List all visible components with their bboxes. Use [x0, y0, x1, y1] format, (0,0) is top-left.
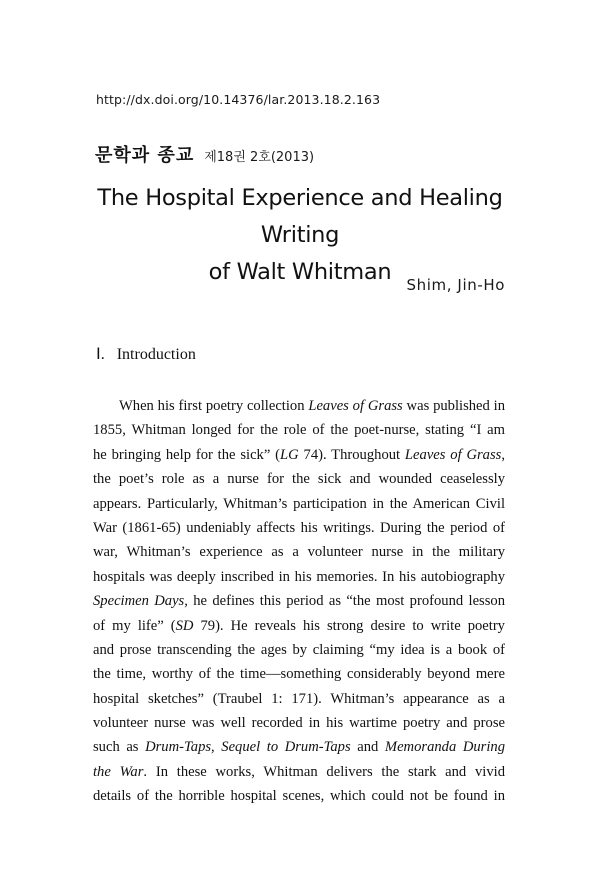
italic-text: Leaves of Grass	[404, 446, 502, 463]
text-run: 1855, Whitman longed for the role of the poet-nurse, stating “I am	[93, 422, 505, 439]
text-run: volunteer nurse was well recorded in his wartime poetry and prose	[93, 715, 505, 732]
paragraph-line	[93, 540, 505, 564]
article-title	[70, 180, 530, 291]
text-run: and prose transcending the ages by claiming “my idea is a book of	[93, 641, 505, 658]
text-run: , he defines this period as “the most profound lesson	[184, 593, 505, 610]
paragraph-line	[93, 784, 505, 808]
paragraph-line	[93, 662, 505, 686]
italic-text: Specimen Days	[93, 593, 185, 610]
text-run: . In these works, Whitman delivers the stark and vivid	[143, 763, 505, 780]
paragraph-line	[93, 565, 505, 589]
text-run: details of the horrible hospital scenes, which could not be found in	[93, 788, 505, 805]
paragraph-line	[93, 760, 505, 784]
paragraph-line	[93, 467, 505, 491]
italic-text: Memoranda During	[384, 739, 505, 756]
journal-name: 문학과 종교	[95, 145, 195, 166]
text-run: ,	[211, 739, 222, 756]
journal-issue: 제18권 2호(2013)	[204, 150, 315, 165]
paragraph-line	[93, 687, 505, 711]
section-title: Introduction	[116, 346, 196, 363]
journal-header	[95, 141, 314, 167]
paragraph-line	[93, 394, 505, 418]
text-run: hospitals was deeply inscribed in his memories. In his autobiography	[93, 568, 505, 585]
paragraph-line	[93, 443, 505, 467]
paragraph-line	[93, 735, 505, 759]
text-run: the time, worthy of the time—something considerably beyond mere	[93, 666, 505, 683]
text-run: hospital sketches” (Traubel 1: 171). Whitman’s appearance as a	[93, 690, 505, 707]
section-number: Ⅰ.	[96, 346, 105, 363]
text-run: When his first poetry collection	[119, 398, 309, 414]
text-run: such as	[93, 739, 146, 756]
doi-link[interactable]: http://dx.doi.org/10.14376/lar.2013.18.2.163	[96, 92, 381, 107]
text-run: the poet’s role as a nurse for the sick and wounded ceaselessly	[93, 471, 505, 488]
italic-text: SD	[175, 617, 194, 634]
body-paragraph	[93, 394, 505, 809]
paragraph-line	[93, 418, 505, 442]
author-name: Shim, Jin-Ho	[406, 276, 505, 294]
italic-text: LG	[280, 446, 299, 463]
text-run: 79). He reveals his strong desire to write poetry	[193, 617, 505, 634]
text-run: 74). Throughout	[298, 446, 405, 463]
text-run: appears. Particularly, Whitman’s participation in the American Civil	[93, 495, 505, 512]
section-heading	[96, 344, 196, 364]
article-title-line-2: of Walt Whitman	[208, 259, 392, 285]
italic-text: Sequel to Drum-Taps	[221, 739, 351, 756]
paragraph-line	[93, 638, 505, 662]
paragraph-line	[93, 614, 505, 638]
text-run: ,	[501, 446, 505, 463]
text-run: he bringing help for the sick” (	[93, 446, 281, 463]
paragraph-line	[93, 711, 505, 735]
paragraph-line	[93, 492, 505, 516]
text-run: War (1861-65) undeniably affects his writings. During the period of	[93, 519, 505, 536]
text-run: of my life” (	[93, 617, 176, 634]
paragraph-line	[93, 516, 505, 540]
italic-text: the War	[93, 763, 144, 780]
paragraph-line	[93, 589, 505, 613]
italic-text: Leaves of Grass	[308, 398, 403, 414]
text-run: war, Whitman’s experience as a volunteer nurse in the military	[93, 544, 505, 561]
article-title-line-1: The Hospital Experience and Healing Writing	[97, 185, 503, 248]
text-run: was published in	[402, 398, 505, 414]
text-run: and	[350, 739, 385, 756]
italic-text: Drum-Taps	[145, 739, 212, 756]
